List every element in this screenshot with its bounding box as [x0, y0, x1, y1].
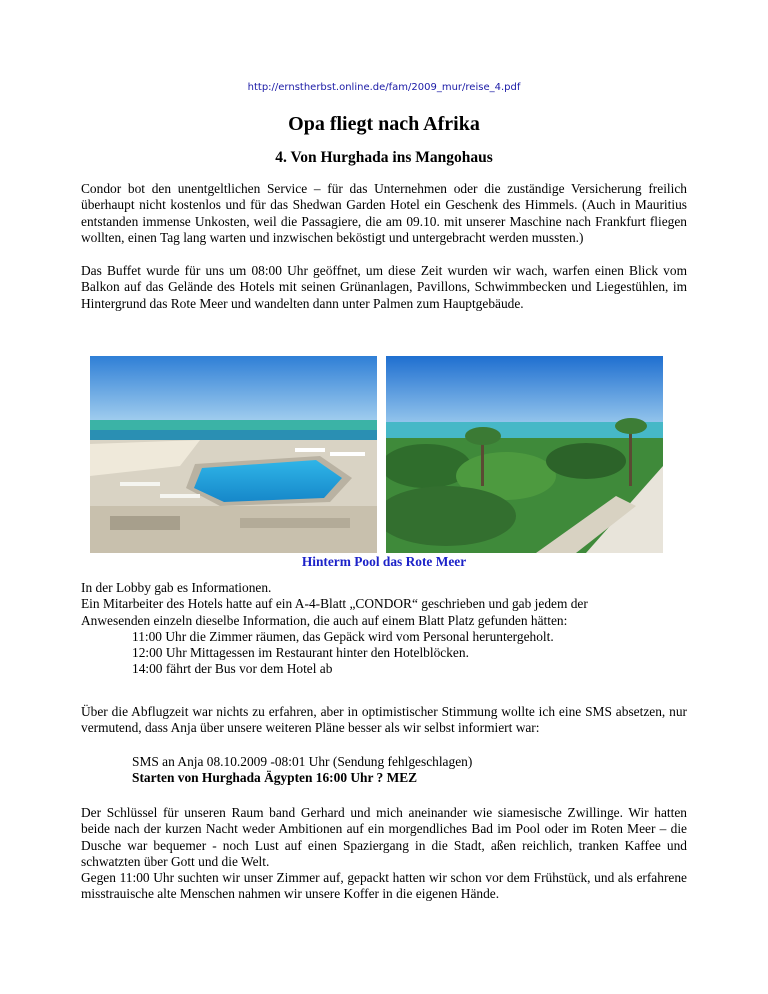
paragraph-condor-service: Condor bot den unentgeltlichen Service – für das Unternehmen oder die zuständige Versicherung freilich überhaupt nicht kostenlos und für das Shedwan Garden Hotel ein Geschenk des Himmels. (Auch in Mauritius entstanden immense Unkosten, weil die Passagiere, die am 09.10. mit unserer Maschine nach Frankfurt fliegen wollten, einen Tag lang warten und inzwischen beköstigt und untergebracht werden mussten.) [81, 181, 687, 245]
photo-row [90, 356, 663, 553]
photo-caption: Hinterm Pool das Rote Meer [301, 554, 467, 569]
lobby-section [81, 580, 687, 678]
schedule-item: 12:00 Uhr Mittagessen im Restaurant hinter den Hotelblöcken. [132, 645, 469, 661]
paragraph-buffet: Das Buffet wurde für uns um 08:00 Uhr geöffnet, um diese Zeit wurden wir wach, warfen einen Blick vom Balkon auf das Gelände des Hotels mit seinen Grünanlagen, Pavillons, Schwimmbecken und Liegestühlen, im Hintergrund das Rote Meer und wandelten dann unter Palmen zum Hauptgebäude. [81, 263, 687, 311]
document-title: Opa fliegt nach Afrika [288, 113, 480, 135]
lobby-line: Anwesenden einzeln dieselbe Information, die auch auf einem Blatt Platz gefunden hätten: [81, 612, 568, 628]
garden-photo [386, 356, 663, 553]
paragraph-departure-time: Über die Abflugzeit war nichts zu erfahren, aber in optimistischer Stimmung wollte ich eine SMS absetzen, nur vermutend, dass Anja über unsere weiteren Pläne besser als wir selbst informiert war: [81, 704, 687, 736]
lobby-line: Ein Mitarbeiter des Hotels hatte auf ein A-4-Blatt „CONDOR“ geschrieben und gab jedem der [81, 596, 588, 612]
schedule-item: 14:00 fährt der Bus vor dem Hotel ab [132, 661, 333, 677]
sms-message: Starten von Hurghada Ägypten 16:00 Uhr ? MEZ [132, 770, 418, 786]
schedule-item: 11:00 Uhr die Zimmer räumen, das Gepäck wird vom Personal heruntergeholt. [132, 628, 554, 644]
chapter-subtitle: 4. Von Hurghada ins Mangohaus [275, 149, 493, 166]
lobby-line: In der Lobby gab es Informationen. [81, 580, 272, 595]
pool-photo [90, 356, 377, 553]
closing-section [81, 805, 687, 903]
paragraph-room: Gegen 11:00 Uhr suchten wir unser Zimmer auf, gepackt hatten wir schon vor dem Frühstück, und als erfahrene misstrauische alte Menschen nahmen wir unsere Koffer in die eigenen Hände. [81, 870, 687, 902]
source-url[interactable]: http://ernstherbst.online.de/fam/2009_mur/reise_4.pdf [247, 82, 521, 93]
sms-line: SMS an Anja 08.10.2009 -08:01 Uhr (Sendung fehlgeschlagen) [132, 754, 473, 769]
paragraph-key: Der Schlüssel für unseren Raum band Gerhard und mich aneinander wie siamesische Zwillinge. Wir hatten beide nach der kurzen Nacht weder Ambitionen auf ein morgendliches Bad im Pool oder im Roten Meer – die Dusche war bequemer - noch Lust auf einen Spaziergang in die Stadt, aßen reichlich, tranken Kaffee und schwatzten über Gott und die Welt. [81, 805, 687, 869]
sms-block [132, 754, 472, 787]
